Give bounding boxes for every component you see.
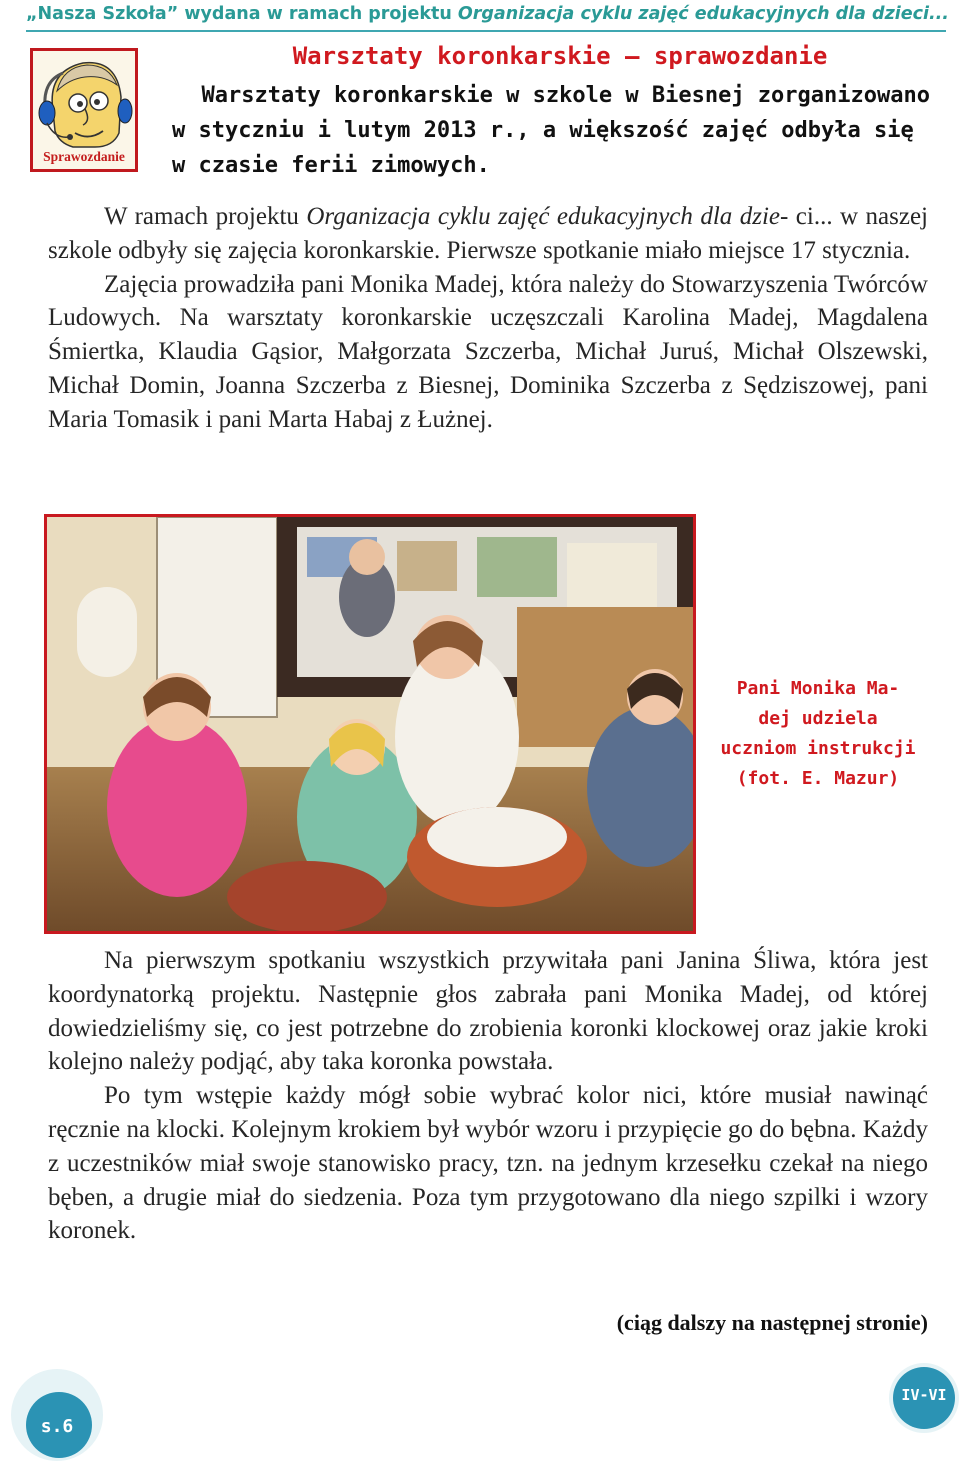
grade-level: IV-VI — [901, 1386, 947, 1404]
newsletter-header — [26, 4, 949, 24]
caption-line-1: Pani Monika Ma- — [736, 678, 900, 699]
report-logo — [30, 48, 138, 172]
lead-line-1: Warsztaty koronkarskie w szkole w Biesnej zorganizowano — [201, 83, 930, 108]
continued-note: (ciąg dalszy na następnej stronie) — [616, 1310, 928, 1335]
paragraph-1 — [48, 200, 928, 268]
paragraph-2: Zajęcia prowadziła pani Monika Madej, która należy do Stowarzyszenia Twórców Ludowych. Na warsztaty koronkarskie uczęszczali Karolina Madej, Magdalena Śmiertka, Klaudia Gąsior, Małgorzata Szczerba, Michał Juruś, Michał Olszewski, Michał Domin, Joanna Szczerba z Biesnej, Dominika Szczerba z Sędziszowej, pani Maria Tomasik i pani Marta Habaj z Łużnej. — [48, 270, 928, 433]
caption-line-2: dej udziela — [758, 708, 878, 729]
paragraph-1-start: W ramach projektu — [104, 203, 307, 230]
paragraph-1-project: Organizacja cyklu zajęć edukacyjnych dla dzie- — [306, 203, 789, 230]
workshop-photo — [44, 514, 696, 934]
lead-line-3: w czasie ferii zimowych. — [172, 153, 490, 178]
article-body-bottom — [48, 944, 928, 1248]
page-number: s.6 — [40, 1416, 74, 1437]
header-prefix: „Nasza Szkoła” wydana w ramach projektu — [26, 4, 458, 24]
lace-workshop-photo-image — [47, 517, 693, 931]
lead-line-2: w styczniu i lutym 2013 r., a większość zajęć odbyła się — [172, 118, 914, 143]
paragraph-1-end: ci... w naszej szkole odbyły się zajęcia koronkarskie. Pierwsze spotkanie miało miejsce 17 stycznia. — [48, 203, 928, 264]
logo-label: Sprawozdanie — [43, 149, 125, 164]
header-project-title: Organizacja cyklu zajęć edukacyjnych dla dzieci... — [457, 4, 949, 24]
caption-line-3: uczniom instrukcji — [720, 738, 916, 759]
grade-badge — [888, 1362, 960, 1434]
page-number-badge — [10, 1368, 104, 1462]
paragraph-3: Na pierwszym spotkaniu wszystkich przywitała pani Janina Śliwa, która jest koordynatorką projektu. Następnie głos zabrała pani Monika Madej, od której dowiedzieliśmy się, co jest potrzebne do zrobienia koronki klockowej oraz jakie kroki kolejno należy podjąć, aby taka koronka powstała. — [48, 947, 928, 1076]
article-title: Warsztaty koronkarskie – sprawozdanie — [292, 42, 828, 70]
paragraph-4: Po tym wstępie każdy mógł sobie wybrać kolor nici, które musiał nawinąć ręcznie na klocki. Kolejnym krokiem był wybór wzoru i przypięcie go do bębna. Każdy z uczestników miał swoje stanowisko pracy, tzn. na jednym krzesełku czekał na niego bęben, a drugie miał do siedzenia. Poza tym przygotowano dla niego szpilki i wzory koronek. — [48, 1082, 928, 1245]
article-body-top — [48, 200, 928, 437]
page-badge-circle-icon — [10, 1368, 104, 1462]
article-lead — [172, 78, 930, 183]
caption-line-4: (fot. E. Mazur) — [736, 768, 900, 789]
header-divider — [26, 30, 946, 32]
photo-caption — [718, 674, 918, 794]
